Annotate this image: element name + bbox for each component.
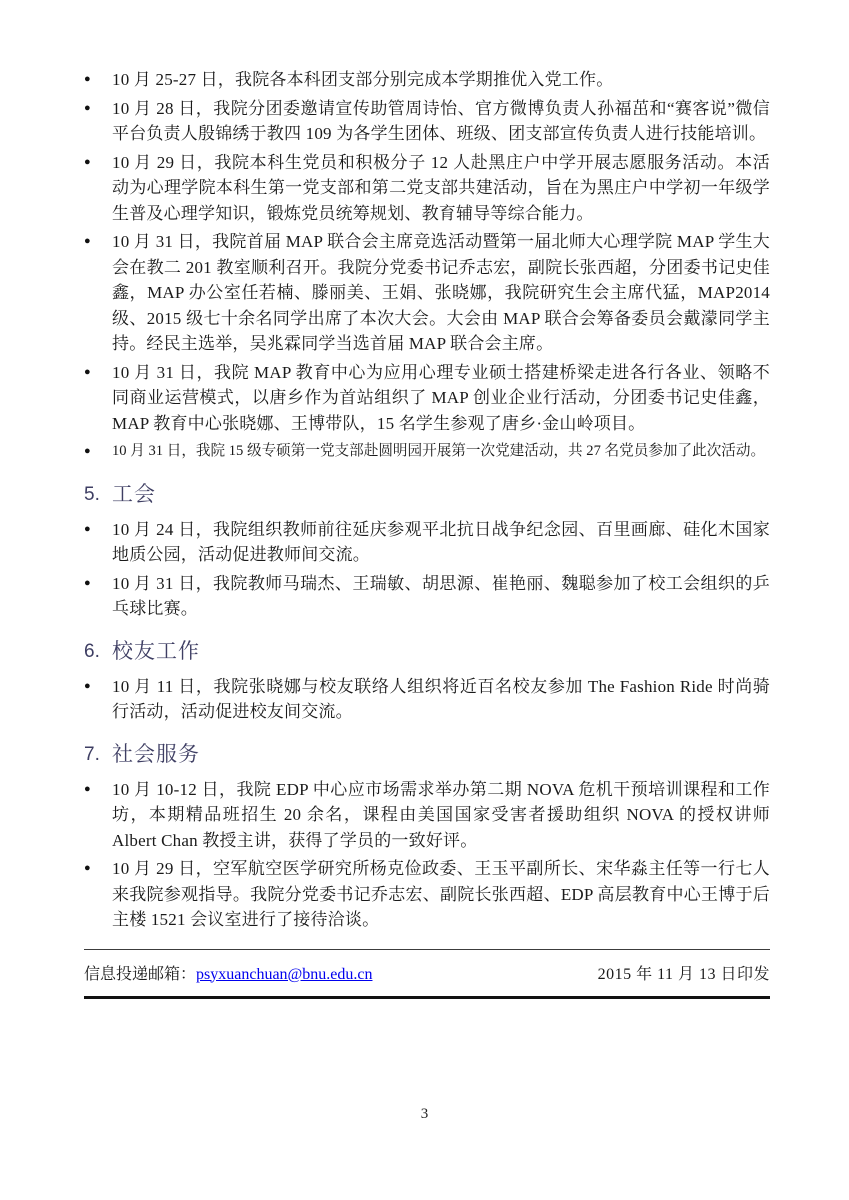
section-heading-alumni [84, 638, 770, 666]
section-title: 工会 [112, 482, 156, 506]
page-footer [84, 949, 770, 999]
list-item [84, 517, 770, 568]
bullet-text: 10 月 31 日，我院首届 MAP 联合会主席竞选活动暨第一届北师大心理学院 MAP 学生大会在教二 201 教室顺利召开。我院分党委书记乔志宏，副院长张西超，分团委书记史佳鑫，MAP 办公室任若楠、滕丽美、王娟、张晓娜，我院研究生会主席代猛，MAP2014 级、2015 级七十余名同学出席了本次大会。大会由 MAP 联合会筹备委员会戴濛同学主持。经民主选举，吴兆霖同学当选首届 MAP 联合会主席。 [112, 232, 770, 353]
list-item [84, 150, 770, 227]
bullet-text: 10 月 10-12 日，我院 EDP 中心应市场需求举办第二期 NOVA 危机干预培训课程和工作坊，本期精品班招生 20 余名，课程由美国国家受害者援助组织 NOVA 的授权讲师 Albert Chan 教授主讲，获得了学员的一致好评。 [112, 779, 770, 850]
list-item [84, 571, 770, 622]
print-date: 2015 年 11 月 13 日印发 [597, 965, 770, 983]
list-item [84, 96, 770, 147]
section-heading-social-service [84, 741, 770, 769]
list-item [84, 777, 770, 854]
bullet-icon: ● [84, 862, 91, 874]
bullet-text: 10 月 31 日，我院 15 级专硕第一党支部赴圆明园开展第一次党建活动，共 27 名党员参加了此次活动。 [112, 443, 766, 459]
page-number: 3 [420, 1106, 429, 1122]
section-number: 7. [84, 743, 100, 765]
bullet-text: 10 月 31 日，我院教师马瑞杰、王瑞敏、胡思源、崔艳丽、魏聪参加了校工会组织的乒乓球比赛。 [112, 573, 770, 618]
bullet-text: 10 月 28 日，我院分团委邀请宣传助管周诗怡、官方微博负责人孙福茁和“赛客说”微信平台负责人殷锦绣于教四 109 为各学生团体、班级、团支部宣传负责人进行技能培训。 [112, 98, 770, 143]
bullet-text: 10 月 29 日，我院本科生党员和积极分子 12 人赴黑庄户中学开展志愿服务活动。本活动为心理学院本科生第一党支部和第二党支部共建活动，旨在为黑庄户中学初一年级学生普及心理学知识，锻炼党员统筹规划、教育辅导等综合能力。 [112, 152, 770, 223]
email-link[interactable]: psyxuanchuan@bnu.edu.cn [196, 965, 373, 983]
list-item [84, 856, 770, 933]
bullet-text: 10 月 24 日，我院组织教师前往延庆参观平北抗日战争纪念园、百里画廊、硅化木国家地质公园，活动促进教师间交流。 [112, 519, 770, 564]
bullet-icon: ● [84, 522, 91, 535]
bullet-icon: ● [84, 445, 91, 457]
bullet-icon: ● [84, 679, 91, 692]
list-item [84, 360, 770, 437]
list-item [84, 67, 770, 93]
bullet-text: 10 月 25-27 日，我院各本科团支部分别完成本学期推优入党工作。 [112, 70, 614, 89]
bullet-icon: ● [84, 73, 91, 85]
list-item [84, 229, 770, 357]
bullet-icon: ● [84, 365, 91, 378]
bullet-text: 10 月 29 日，空军航空医学研究所杨克俭政委、王玉平副所长、宋华淼主任等一行七人来我院参观指导。我院分党委书记乔志宏、副院长张西超、EDP 高层教育中心王博于后主楼 1521 会议室进行了接待洽谈。 [112, 859, 770, 929]
section-number: 5. [84, 483, 100, 505]
bullet-icon: ● [84, 155, 91, 168]
bullet-icon: ● [84, 576, 91, 589]
bullet-text: 10 月 11 日，我院张晓娜与校友联络人组织将近百名校友参加 The Fashion Ride 时尚骑行活动，活动促进校友间交流。 [112, 676, 770, 721]
section-heading-union [84, 481, 770, 509]
bullet-icon: ● [84, 782, 91, 795]
footer-row [84, 950, 770, 999]
section-number: 6. [84, 640, 100, 662]
bullet-icon: ● [84, 235, 91, 247]
list-item [84, 439, 770, 465]
footer-contact [84, 961, 372, 984]
bullet-text: 10 月 31 日，我院 MAP 教育中心为应用心理专业硕士搭建桥梁走进各行各业、领略不同商业运营模式，以唐乡作为首站组织了 MAP 创业企业行活动，分团委书记史佳鑫，MAP 教育中心张晓娜、王博带队，15 名学生参观了唐乡·金山岭项目。 [112, 362, 770, 433]
section-title: 校友工作 [112, 639, 200, 663]
email-label: 信息投递邮箱： [84, 965, 197, 983]
section-title: 社会服务 [112, 742, 200, 766]
list-item [84, 674, 770, 725]
bullet-icon: ● [84, 101, 91, 114]
